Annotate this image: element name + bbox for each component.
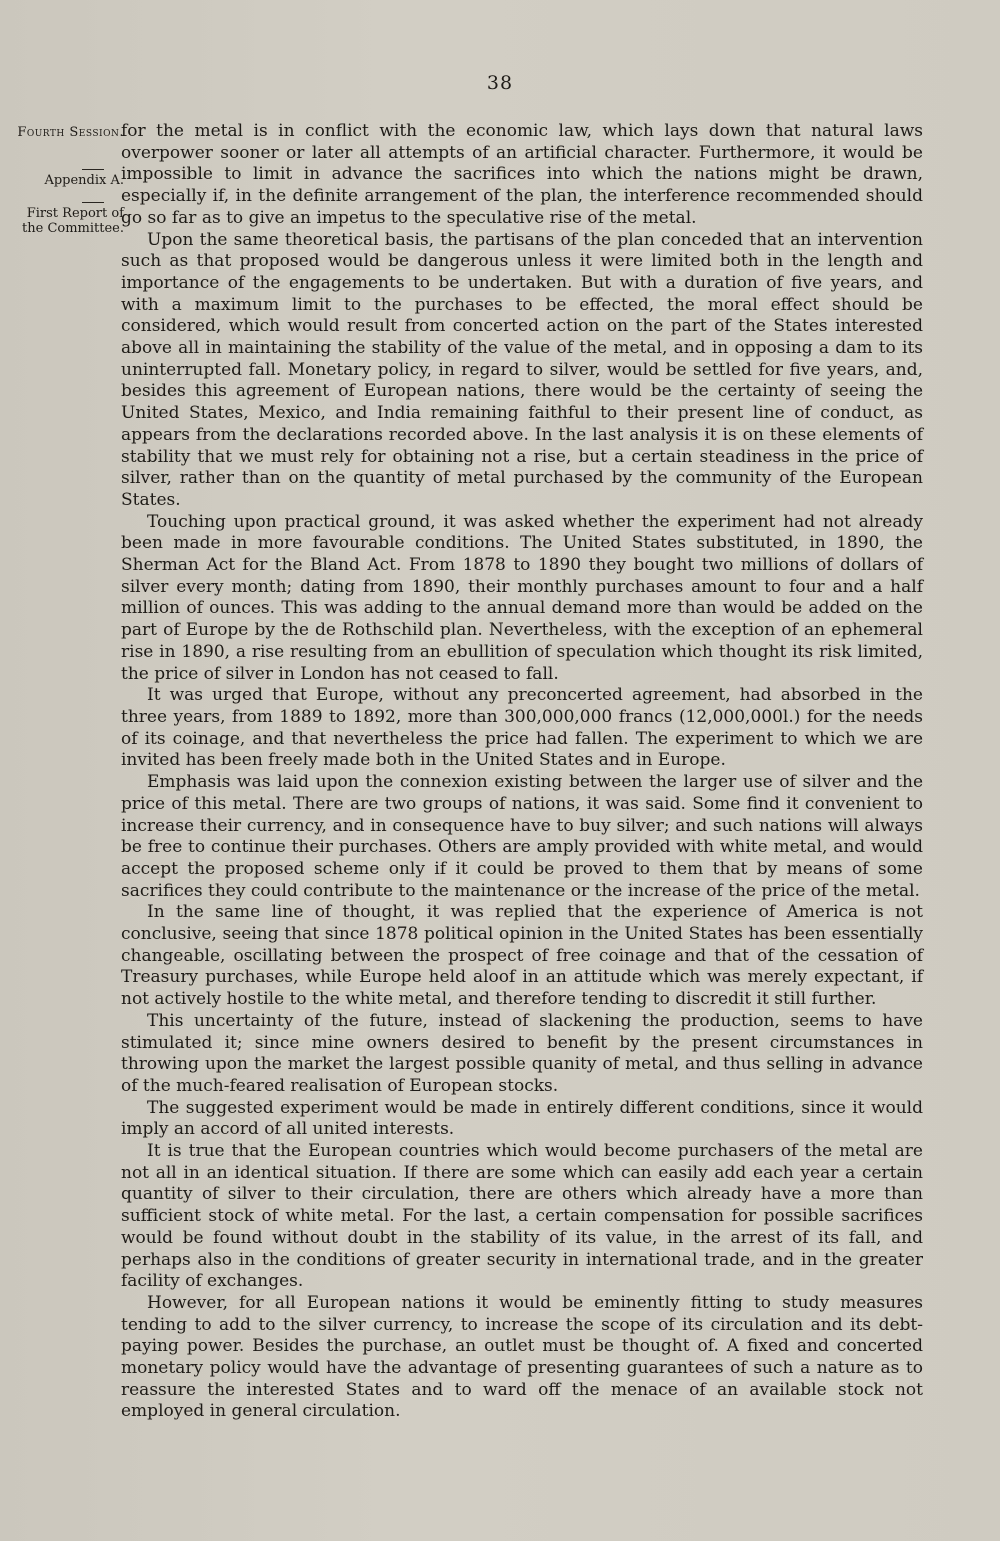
paragraph: Upon the same theoretical basis, the partisans of the plan conceded that an intervention such as that proposed would be dangerous unless it were limited both in the length and importance of the engagements to be undertaken. But with a duration of five years, and with a maximum limit to the purchases to be effected, the moral effect should be considered, which would result from concerted action on the part of the States interested above all in maintaining the stability of the value of the metal, and in opposing a dam to its uninterrupted fall. Monetary policy, in regard to silver, would be settled for five years, and, besides this agreement of European nations, there would be the certainty of seeing the United States, Mexico, and India remaining faithful to their present line of conduct, as appears from the declarations recorded above. In the last analysis it is on these elements of stability that we must rely for obtaining not a rise, but a certain steadiness in the price of silver, rather than on the quantity of metal purchased by the community of the European States. (121, 229, 923, 510)
paragraph: It was urged that Europe, without any preconcerted agreement, had absorbed in the three years, from 1889 to 1892, more than 300,000,000 francs (12,000,000l.) for the needs of its coinage, and that nevertheless the price had fallen. The experiment to which we are invited has been freely made both in the United States and in Europe. (121, 685, 923, 771)
paragraph: It is true that the European countries which would become purchasers of the metal are not all in an identical situation. If there are some which can easily add each year a certain quantity of silver to their circulation, there are others which already have a more than sufficient stock of white metal. For the last, a certain compensation for possible sacrifices would be found without doubt in the stability of its value, in the arrest of its fall, and perhaps also in the conditions of greater security in international trade, and in the greater facility of exchanges. (121, 1141, 923, 1292)
paragraph: Touching upon practical ground, it was asked whether the experiment had not already been made in more favourable conditions. The United States substituted, in 1890, the Sherman Act for the Bland Act. From 1878 to 1890 they bought two millions of dollars of silver every month; dating from 1890, their monthly purchases amount to four and a half million of ounces. This was adding to the annual demand more than would be added on the part of Europe by the de Rothschild plan. Nevertheless, with the exception of an ephemeral rise in 1890, a rise resulting from an ebullition of speculation which thought its risk limited, the price of silver in London has not ceased to fall. (121, 511, 923, 684)
paragraph: for the metal is in conflict with the economic law, which lays down that natural laws overpower sooner or later all attempts of an artificial character. Furthermore, it would be impossible to limit in advance the sacrifices into which the nations might be drawn, especially if, in the definite arrangement of the plan, the interference recommended should go so far as to give an impetus to the speculative rise of the metal. (121, 121, 923, 228)
margin-note-report: First Report of the Committee. (22, 206, 124, 236)
margin-note-appendix: Appendix A. (44, 173, 124, 188)
paragraph: In the same line of thought, it was replied that the experience of America is not conclusive, seeing that since 1878 political opinion in the United States has been essentially changeable, oscillating between the prospect of free coinage and that of the cessation of Treasury purchases, while Europe held aloof in an attitude which was merely expectant, if not actively hostile to the white metal, and therefore tending to discredit it still further. (121, 902, 923, 1010)
page-number: 38 (486, 72, 514, 94)
paragraph: The suggested experiment would be made in entirely different conditions, since it would imply an accord of all united interests. (121, 1097, 923, 1140)
paragraph: Emphasis was laid upon the connexion existing between the larger use of silver and the price of this metal. There are two groups of nations, it was said. Some find it convenient to increase their currency, and in consequence have to buy silver; and such nations will always be free to continue their purchases. Others are amply provided with white metal, and would accept the proposed scheme only if it could be proved to them that by means of some sacrifices they could contribute to the maintenance or the increase of the price of the metal. (121, 772, 923, 901)
paragraph: This uncertainty of the future, instead of slackening the production, seems to have stimulated it; since mine owners desired to benefit by the present circumstances in throwing upon the market the largest possible quanity of metal, and thus selling in advance of the much-feared realisation of European stocks. (121, 1010, 923, 1096)
body-text (121, 121, 923, 1423)
margin-note-session: Fourth Session. (17, 125, 124, 140)
paragraph: However, for all European nations it would be eminently fitting to study measures tending to add to the silver currency, to increase the scope of its circulation and its debt-paying power. Besides the purchase, an outlet must be thought of. A fixed and concerted monetary policy would have the advantage of presenting guarantees of such a nature as to reassure the interested States and to ward off the menace of an available stock not employed in general circulation. (121, 1292, 923, 1422)
